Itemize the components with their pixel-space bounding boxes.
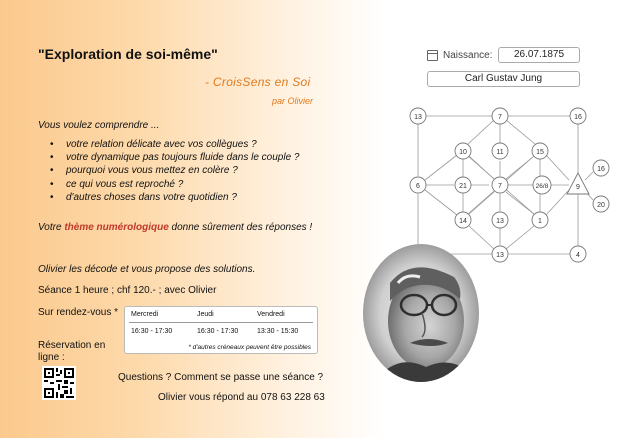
list-item: • d'autres choses dans votre quotidien ? bbox=[50, 191, 299, 204]
numerology-node: 1 bbox=[538, 218, 542, 225]
numerology-node: 14 bbox=[459, 218, 467, 225]
questions-text: Questions ? Comment se passe une séance ? bbox=[118, 372, 324, 383]
schedule-divider bbox=[129, 322, 313, 323]
theme-highlight: thème numérologique bbox=[64, 222, 169, 233]
list-item: • pourquoi vous vous mettez en colère ? bbox=[50, 164, 299, 177]
schedule-day: Mercredi bbox=[131, 311, 159, 318]
name-field[interactable]: Carl Gustav Jung bbox=[427, 71, 580, 87]
numerology-node: 11 bbox=[496, 149, 504, 156]
list-item: • votre dynamique pas toujours fluide dans le couple ? bbox=[50, 151, 299, 164]
numerology-node: 21 bbox=[459, 183, 467, 190]
list-item: • votre relation délicate avec vos collègues ? bbox=[50, 138, 299, 151]
theme-line bbox=[38, 222, 312, 233]
numerology-node: 4 bbox=[576, 252, 580, 259]
numerology-node: 10 bbox=[459, 149, 467, 156]
numerology-node: 16 bbox=[574, 114, 582, 121]
seance-info: Séance 1 heure ; chf 120.- ; avec Olivier bbox=[38, 285, 217, 296]
birth-date-field[interactable]: 26.07.1875 bbox=[498, 47, 580, 63]
numerology-diagram bbox=[405, 104, 615, 264]
numerology-node: 20 bbox=[597, 202, 605, 209]
byline: par Olivier bbox=[272, 96, 314, 106]
numerology-node: 13 bbox=[496, 218, 504, 225]
brand-name: - CroisSens en Soi bbox=[205, 75, 311, 89]
questions-list bbox=[50, 138, 299, 204]
portrait-photo bbox=[362, 243, 480, 383]
schedule-note: * d'autres créneaux peuvent être possibles bbox=[188, 344, 311, 351]
numerology-node: 13 bbox=[414, 114, 422, 121]
calendar-icon bbox=[427, 50, 438, 61]
theme-after: donne sûrement des réponses ! bbox=[168, 222, 313, 233]
numerology-node: 15 bbox=[536, 149, 544, 156]
intro-text: Vous voulez comprendre ... bbox=[38, 120, 160, 131]
phone-text[interactable]: Olivier vous répond au 078 63 228 63 bbox=[158, 392, 325, 403]
numerology-node: 6 bbox=[416, 183, 420, 190]
schedule-table bbox=[124, 306, 318, 354]
birth-label: Naissance: bbox=[443, 50, 493, 61]
numerology-node: 9 bbox=[576, 184, 580, 191]
theme-before: Votre bbox=[38, 222, 65, 233]
decode-text: Olivier les décode et vous propose des solutions. bbox=[38, 264, 256, 275]
schedule-day: Jeudi bbox=[197, 311, 214, 318]
rdv-label: Sur rendez-vous * bbox=[38, 307, 119, 318]
schedule-time: 16:30 - 17:30 bbox=[197, 328, 239, 335]
page-title: "Exploration de soi-même" bbox=[38, 46, 218, 62]
list-item: • ce qui vous est reproché ? bbox=[50, 178, 299, 191]
numerology-node: 7 bbox=[498, 183, 502, 190]
numerology-node: 16 bbox=[597, 166, 605, 173]
reservation-label: Réservation en ligne : bbox=[38, 340, 106, 363]
schedule-day: Vendredi bbox=[257, 311, 285, 318]
schedule-time: 16:30 - 17:30 bbox=[131, 328, 173, 335]
numerology-node: 13 bbox=[496, 252, 504, 259]
schedule-time: 13:30 - 15:30 bbox=[257, 328, 299, 335]
qr-code[interactable] bbox=[42, 366, 76, 400]
numerology-node: 26/8 bbox=[535, 183, 549, 190]
numerology-node: 7 bbox=[498, 114, 502, 121]
